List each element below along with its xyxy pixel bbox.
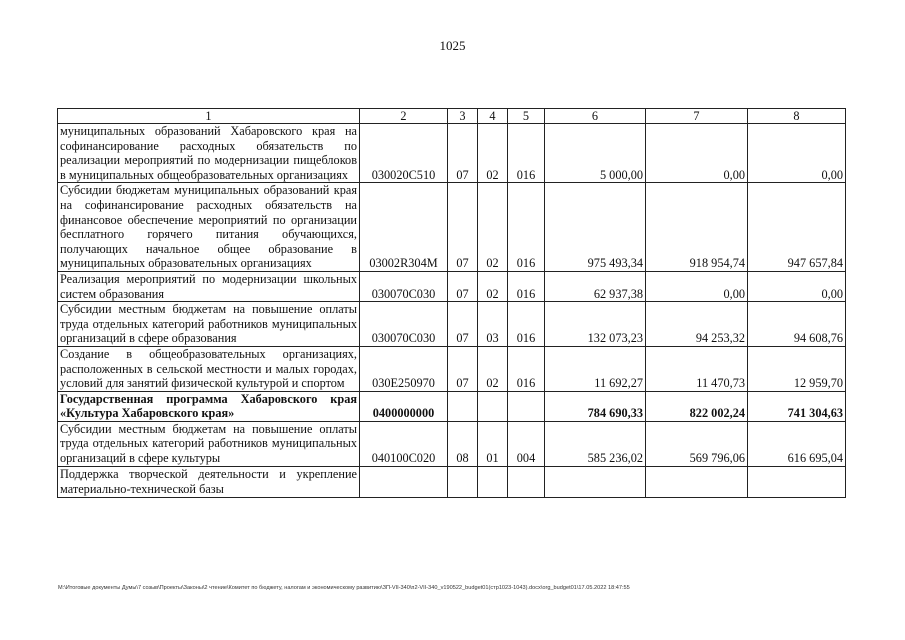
row-section: 07	[448, 124, 478, 183]
row-subsection: 02	[478, 346, 508, 391]
col-header-6: 6	[545, 109, 646, 124]
col-header-2: 2	[360, 109, 448, 124]
row-section: 07	[448, 302, 478, 347]
row-section	[448, 391, 478, 421]
table-row	[58, 466, 846, 497]
table-row	[58, 124, 846, 183]
col-header-1: 1	[58, 109, 360, 124]
row-name: Государственная программа Хабаровского края «Культура Хабаровского края»	[58, 391, 360, 421]
row-expense-type: 016	[508, 124, 545, 183]
table-row	[58, 271, 846, 301]
row-amount-year3: 947 657,84	[748, 183, 846, 272]
row-amount-year1: 132 073,23	[545, 302, 646, 347]
row-name: Реализация мероприятий по модернизации школьных систем образования	[58, 271, 360, 301]
row-csr-code: 030070С030	[360, 271, 448, 301]
row-subsection: 02	[478, 183, 508, 272]
table-row	[58, 421, 846, 466]
row-name: муниципальных образований Хабаровского края на софинансирование расходных обязательств по реализации мероприятий по модернизации пищеблоков в муниципальных общеобразовательных организациях	[58, 124, 360, 183]
col-header-7: 7	[646, 109, 748, 124]
table-row-program-total	[58, 391, 846, 421]
row-expense-type: 016	[508, 271, 545, 301]
document-path-footer: М:\Итоговые документы Думы\7 созыв\Проекты\Законы\2 чтение\Комитет по бюджету, налогам и экономическому развитию\ЗП-VII-340\п2-VII-340_v190522_budget01(стр1023-1043).docx\org_budget01\17.05.2022 18:47:55	[58, 585, 630, 591]
row-csr-code: 030070С030	[360, 302, 448, 347]
row-expense-type: 004	[508, 421, 545, 466]
row-amount-year3: 741 304,63	[748, 391, 846, 421]
row-amount-year3	[748, 466, 846, 497]
row-expense-type	[508, 391, 545, 421]
row-amount-year3: 12 959,70	[748, 346, 846, 391]
row-csr-code: 040100С020	[360, 421, 448, 466]
row-expense-type	[508, 466, 545, 497]
page-number: 1025	[439, 38, 466, 53]
row-amount-year3: 0,00	[748, 124, 846, 183]
row-expense-type: 016	[508, 346, 545, 391]
table-row	[58, 183, 846, 272]
col-header-5: 5	[508, 109, 545, 124]
header-row	[58, 109, 846, 124]
row-section: 07	[448, 183, 478, 272]
row-csr-code: 030020С510	[360, 124, 448, 183]
row-subsection: 02	[478, 124, 508, 183]
row-amount-year1: 975 493,34	[545, 183, 646, 272]
row-amount-year2: 94 253,32	[646, 302, 748, 347]
row-expense-type: 016	[508, 183, 545, 272]
row-amount-year1: 585 236,02	[545, 421, 646, 466]
row-name: Субсидии местным бюджетам на повышение оплаты труда отдельных категорий работников муниципальных организаций в сфере культуры	[58, 421, 360, 466]
row-subsection: 03	[478, 302, 508, 347]
row-subsection	[478, 391, 508, 421]
table-row	[58, 302, 846, 347]
row-amount-year1: 784 690,33	[545, 391, 646, 421]
row-section	[448, 466, 478, 497]
row-expense-type: 016	[508, 302, 545, 347]
row-subsection: 01	[478, 421, 508, 466]
row-amount-year3: 616 695,04	[748, 421, 846, 466]
row-csr-code	[360, 466, 448, 497]
row-subsection	[478, 466, 508, 497]
row-amount-year2: 822 002,24	[646, 391, 748, 421]
row-section: 07	[448, 346, 478, 391]
row-csr-code: 0400000000	[360, 391, 448, 421]
row-subsection: 02	[478, 271, 508, 301]
row-amount-year2	[646, 466, 748, 497]
row-amount-year1	[545, 466, 646, 497]
row-amount-year3: 94 608,76	[748, 302, 846, 347]
row-amount-year2: 569 796,06	[646, 421, 748, 466]
row-amount-year2: 11 470,73	[646, 346, 748, 391]
col-header-4: 4	[478, 109, 508, 124]
table-row	[58, 346, 846, 391]
row-name: Поддержка творческой деятельности и укрепление материально-технической базы	[58, 466, 360, 497]
row-amount-year2: 918 954,74	[646, 183, 748, 272]
row-amount-year1: 62 937,38	[545, 271, 646, 301]
budget-table	[57, 108, 846, 498]
row-amount-year2: 0,00	[646, 124, 748, 183]
table-body	[58, 124, 846, 498]
row-csr-code: 030E250970	[360, 346, 448, 391]
row-name: Субсидии бюджетам муниципальных образований края на софинансирование расходных обязательств на финансовое обеспечение мероприятий по организации бесплатного горячего питания обучающихся, получающих начальное общее образование в муниципальных образовательных организациях	[58, 183, 360, 272]
row-name: Субсидии местным бюджетам на повышение оплаты труда отдельных категорий работников муниципальных организаций в сфере образования	[58, 302, 360, 347]
col-header-8: 8	[748, 109, 846, 124]
row-csr-code: 03002R304M	[360, 183, 448, 272]
row-amount-year1: 5 000,00	[545, 124, 646, 183]
row-section: 07	[448, 271, 478, 301]
row-name: Создание в общеобразовательных организациях, расположенных в сельской местности и малых городах, условий для занятий физической культурой и спортом	[58, 346, 360, 391]
row-amount-year2: 0,00	[646, 271, 748, 301]
col-header-3: 3	[448, 109, 478, 124]
row-amount-year3: 0,00	[748, 271, 846, 301]
row-section: 08	[448, 421, 478, 466]
row-amount-year1: 11 692,27	[545, 346, 646, 391]
